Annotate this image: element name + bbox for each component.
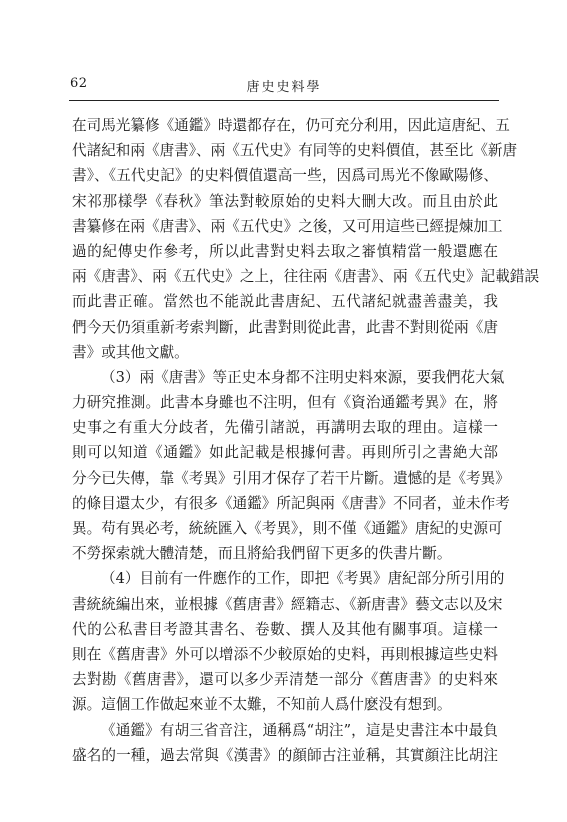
text-line: 則在《舊唐書》外可以增添不少較原始的史料，再則根據這些史料 [72, 645, 498, 663]
paragraph [72, 718, 498, 768]
text-line: （4）目前有一件應作的工作，即把《考異》唐紀部分所引用的 [101, 570, 505, 588]
text-line: 而此書正確。當然也不能説此書唐紀、五代諸紀就盡善盡美，我 [72, 293, 498, 311]
text-line: 書纂修在兩《唐書》、兩《五代史》之後，又可用這些已經提煉加工 [72, 217, 503, 235]
text-line: 去對勘《舊唐書》，還可以多少弄清楚一部分《舊唐書》的史料來 [72, 671, 498, 689]
text-line: 書》、《五代史記》的史料價值還高一些，因爲司馬光不像歐陽修、 [72, 167, 498, 185]
text-line: 們今天仍須重新考索判斷，此書對則從此書，此書不對則從兩《唐 [72, 318, 498, 336]
paragraph [72, 566, 505, 717]
text-line: 書統統編出來，並根據《舊唐書》經籍志、《新唐書》藝文志以及宋 [72, 595, 503, 613]
page-number: 62 [70, 76, 88, 91]
text-line: 源。這個工作做起來並不太難，不知前人爲什麽没有想到。 [72, 696, 452, 714]
text-line: 不勞探索就大體清楚，而且將給我們留下更多的佚書片斷。 [72, 545, 452, 563]
paragraph [72, 365, 510, 567]
text-line: 《通鑑》有胡三省音注，通稱爲“胡注”，這是史書注本中最負 [101, 721, 498, 739]
text-line: 分今已失傳，靠《考異》引用才保存了若干片斷。遺憾的是《考異》 [72, 469, 510, 487]
running-title: 唐史史料學 [246, 80, 322, 95]
text-line: 兩《唐書》、兩《五代史》之上，往往兩《唐書》、兩《五代史》記載錯誤 [72, 268, 539, 286]
text-line: （3）兩《唐書》等正史本身都不注明史料來源，要我們花大氣 [101, 368, 505, 386]
text-line: 史事之有重大分歧者，先備引諸説，再講明去取的理由。這樣一 [72, 419, 498, 437]
page-header [69, 76, 499, 100]
text-line: 代的公私書目考證其書名、卷數、撰人及其他有關事項。這樣一 [72, 620, 498, 638]
text-line: 宋祁那樣學《春秋》筆法對較原始的史料大刪大改。而且由於此 [72, 192, 498, 210]
text-line: 異。苟有異必考，統統匯入《考異》，則不僅《通鑑》唐紀的史源可 [72, 520, 503, 537]
text-line: 過的紀傳史作參考，所以此書對史料去取之審慎精當一般還應在 [72, 242, 498, 260]
text-line: 書》或其他文獻。 [72, 343, 189, 361]
text-line: 在司馬光纂修《通鑑》時還都存在，仍可充分利用，因此這唐紀、五 [72, 117, 510, 134]
text-line: 的條目還太少，有很多《通鑑》所記與兩《唐書》不同者，並未作考 [72, 494, 510, 512]
text-line: 盛名的一種，過去常與《漢書》的顔師古注並稱，其實顔注比胡注 [72, 746, 498, 764]
text-line: 力研究推測。此書本身雖也不注明，但有《資治通鑑考異》在，將 [72, 394, 498, 412]
body-text [72, 113, 539, 768]
text-line: 則可以知道《通鑑》如此記載是根據何書。再則所引之書絶大部 [72, 444, 498, 462]
text-line: 代諸紀和兩《唐書》、兩《五代史》有同等的史料價值，甚至比《新唐 [72, 142, 518, 160]
header-rule [69, 100, 499, 101]
paragraph [72, 113, 539, 365]
